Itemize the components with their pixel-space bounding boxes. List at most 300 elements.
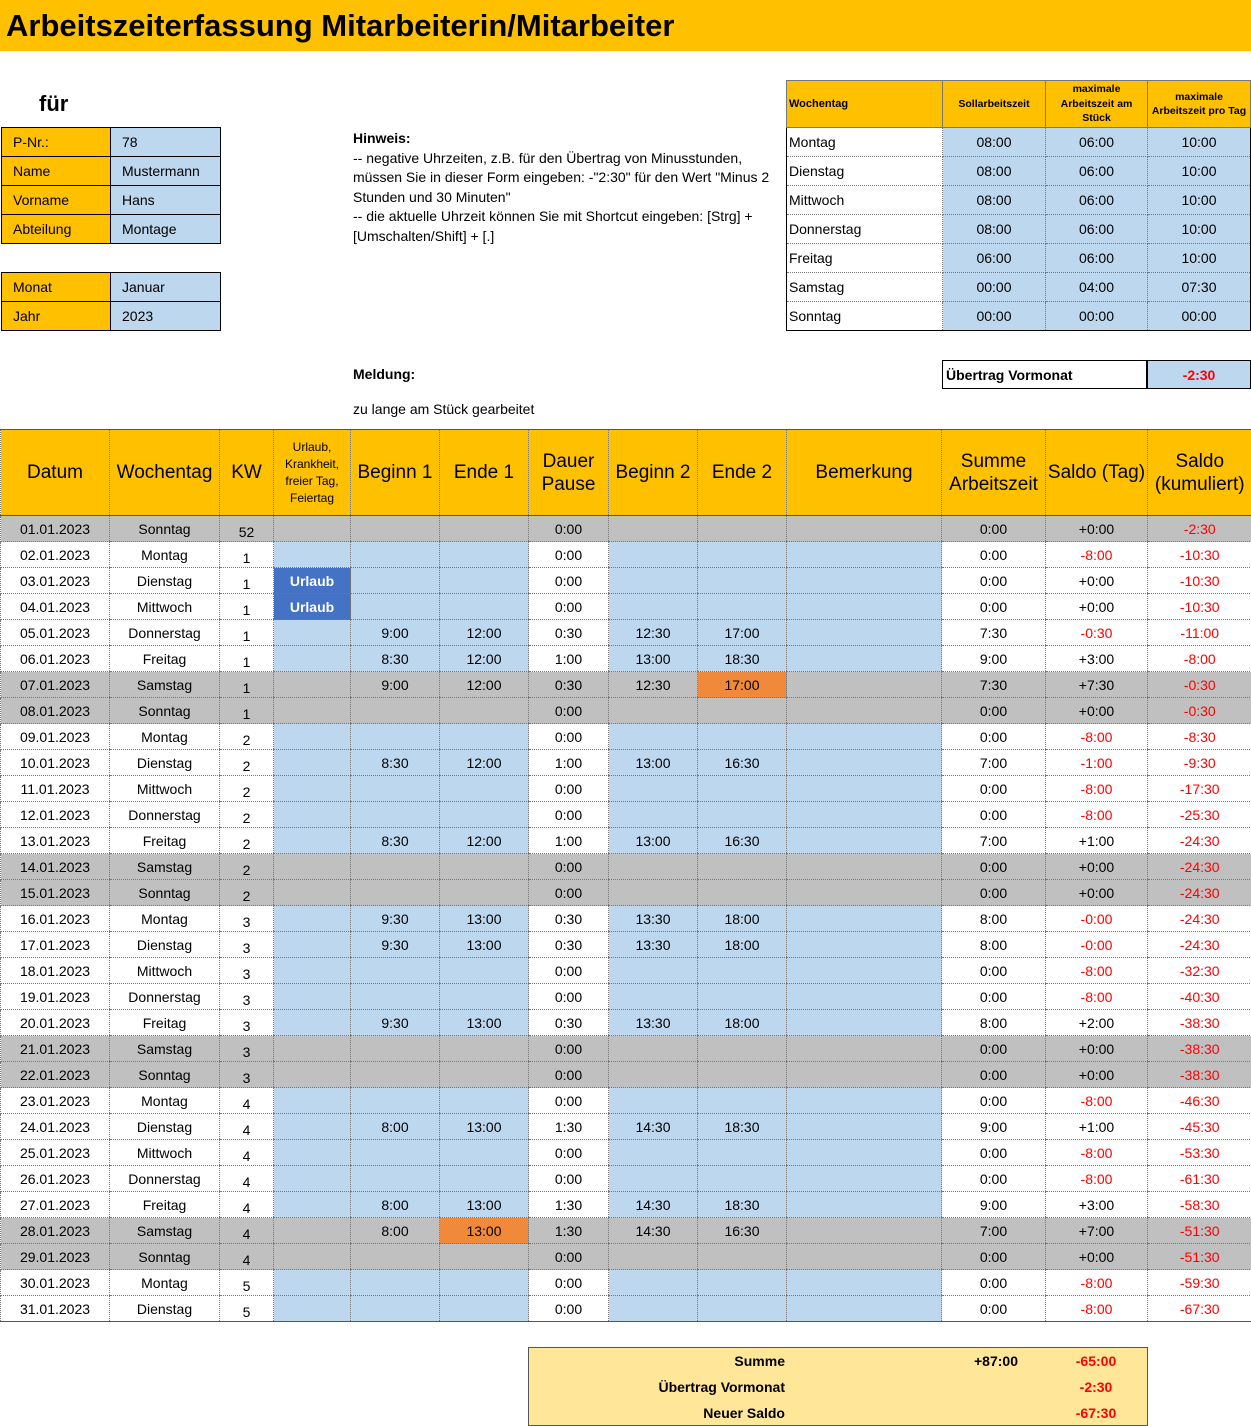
- end2-cell[interactable]: 18:30: [698, 1192, 787, 1218]
- absence-cell[interactable]: [274, 880, 351, 906]
- remark-cell[interactable]: [787, 958, 942, 984]
- saldo-cum-cell: -8:30: [1148, 724, 1251, 750]
- absence-cell[interactable]: [274, 1244, 351, 1270]
- end2-cell[interactable]: 18:00: [698, 1010, 787, 1036]
- saldo-cum-cell: -51:30: [1148, 1244, 1251, 1270]
- begin1-cell[interactable]: [351, 1296, 440, 1322]
- soll-time[interactable]: 06:00: [943, 244, 1046, 273]
- begin2-cell[interactable]: 12:30: [609, 620, 698, 646]
- end1-cell[interactable]: [440, 1244, 529, 1270]
- begin2-cell[interactable]: [609, 984, 698, 1010]
- absence-cell[interactable]: [274, 672, 351, 698]
- saldo-cum-cell: -24:30: [1148, 828, 1251, 854]
- page-title: Arbeitszeiterfassung Mitarbeiterin/Mitarbeiter: [6, 8, 675, 43]
- end1-cell[interactable]: [440, 1036, 529, 1062]
- end2-cell[interactable]: [698, 1036, 787, 1062]
- table-row: [1, 984, 1251, 1010]
- date-cell: 24.01.2023: [1, 1114, 110, 1140]
- end2-cell[interactable]: [698, 984, 787, 1010]
- absence-cell[interactable]: [274, 1296, 351, 1322]
- date-cell: 20.01.2023: [1, 1010, 110, 1036]
- end1-cell[interactable]: [440, 568, 529, 594]
- begin1-cell[interactable]: 8:30: [351, 646, 440, 672]
- jahr-value[interactable]: 2023: [111, 302, 221, 331]
- end2-cell[interactable]: [698, 776, 787, 802]
- begin1-cell[interactable]: 9:30: [351, 1010, 440, 1036]
- begin2-cell[interactable]: 14:30: [609, 1192, 698, 1218]
- begin2-cell[interactable]: [609, 516, 698, 542]
- begin2-cell[interactable]: [609, 1296, 698, 1322]
- end2-cell[interactable]: [698, 958, 787, 984]
- end1-cell[interactable]: [440, 802, 529, 828]
- remark-cell[interactable]: [787, 1166, 942, 1192]
- table-row: [1, 698, 1251, 724]
- pause-cell: 1:00: [529, 828, 609, 854]
- weekday-cell: Sonntag: [110, 698, 220, 724]
- end2-cell[interactable]: [698, 568, 787, 594]
- max-tag-time[interactable]: 10:00: [1148, 244, 1251, 273]
- absence-cell[interactable]: [274, 1192, 351, 1218]
- max-stueck-time[interactable]: 04:00: [1046, 273, 1148, 302]
- begin2-cell[interactable]: 14:30: [609, 1114, 698, 1140]
- begin1-cell[interactable]: [351, 1088, 440, 1114]
- remark-cell[interactable]: [787, 724, 942, 750]
- remark-cell[interactable]: [787, 698, 942, 724]
- begin2-cell[interactable]: [609, 1244, 698, 1270]
- table-row: [1, 516, 1251, 542]
- begin2-cell[interactable]: 13:00: [609, 750, 698, 776]
- pause-cell: 0:00: [529, 724, 609, 750]
- remark-cell[interactable]: [787, 646, 942, 672]
- end2-cell[interactable]: [698, 724, 787, 750]
- summary-neu-row: [529, 1400, 1149, 1426]
- begin1-cell[interactable]: [351, 568, 440, 594]
- pause-cell: 0:00: [529, 958, 609, 984]
- begin1-cell[interactable]: 8:30: [351, 828, 440, 854]
- end1-cell[interactable]: 13:00: [440, 1010, 529, 1036]
- absence-cell[interactable]: [274, 724, 351, 750]
- begin1-cell[interactable]: 8:00: [351, 1218, 440, 1244]
- date-cell: 16.01.2023: [1, 906, 110, 932]
- uebertrag-value[interactable]: -2:30: [1147, 360, 1251, 389]
- begin1-cell[interactable]: [351, 880, 440, 906]
- summary-uebertrag-value: -2:30: [1079, 1379, 1113, 1395]
- end2-cell[interactable]: [698, 1244, 787, 1270]
- weekday-cell: Samstag: [110, 1036, 220, 1062]
- absence-cell[interactable]: [274, 1166, 351, 1192]
- date-cell: 28.01.2023: [1, 1218, 110, 1244]
- hinweis-line: -- negative Uhrzeiten, z.B. für den Übertrag von Minusstunden, müssen Sie in dieser Form eingeben: -"2:30" für den Wert "Minus 2 Stunden und 30 Minuten": [353, 149, 770, 205]
- begin2-cell[interactable]: [609, 594, 698, 620]
- summary-uebertrag-label: Übertrag Vormonat: [658, 1379, 785, 1395]
- end1-cell[interactable]: 13:00: [440, 1218, 529, 1244]
- max-tag-time[interactable]: 10:00: [1148, 157, 1251, 186]
- end2-cell[interactable]: [698, 516, 787, 542]
- absence-cell[interactable]: Urlaub: [274, 594, 351, 620]
- begin2-cell[interactable]: 13:30: [609, 932, 698, 958]
- end1-cell[interactable]: 12:00: [440, 828, 529, 854]
- end1-cell[interactable]: [440, 1088, 529, 1114]
- remark-cell[interactable]: [787, 672, 942, 698]
- header-kw: KW: [220, 430, 274, 516]
- begin1-cell[interactable]: 9:00: [351, 672, 440, 698]
- remark-cell[interactable]: [787, 776, 942, 802]
- weekday-cell: Mittwoch: [110, 1140, 220, 1166]
- weekday-cell: Mittwoch: [110, 594, 220, 620]
- remark-cell[interactable]: [787, 750, 942, 776]
- begin1-cell[interactable]: 9:30: [351, 932, 440, 958]
- begin1-cell[interactable]: [351, 542, 440, 568]
- pnr-value[interactable]: 78: [111, 128, 221, 157]
- sum-cell: 7:00: [942, 828, 1046, 854]
- soll-time[interactable]: 08:00: [943, 215, 1046, 244]
- remark-cell[interactable]: [787, 1010, 942, 1036]
- end2-cell[interactable]: [698, 542, 787, 568]
- begin2-cell[interactable]: [609, 958, 698, 984]
- absence-cell[interactable]: [274, 516, 351, 542]
- weekday-cell: Dienstag: [110, 1114, 220, 1140]
- name-value[interactable]: Mustermann: [111, 157, 221, 186]
- soll-time[interactable]: 00:00: [943, 273, 1046, 302]
- remark-cell[interactable]: [787, 542, 942, 568]
- begin1-cell[interactable]: [351, 958, 440, 984]
- absence-cell[interactable]: [274, 646, 351, 672]
- monat-value[interactable]: Januar: [111, 273, 221, 302]
- absence-cell[interactable]: [274, 620, 351, 646]
- saldo-day-cell: +3:00: [1046, 646, 1148, 672]
- begin1-cell[interactable]: [351, 698, 440, 724]
- absence-cell[interactable]: [274, 750, 351, 776]
- remark-cell[interactable]: [787, 1244, 942, 1270]
- end2-cell[interactable]: 18:00: [698, 906, 787, 932]
- sum-cell: 0:00: [942, 776, 1046, 802]
- sum-cell: 0:00: [942, 542, 1046, 568]
- begin1-cell[interactable]: 9:00: [351, 620, 440, 646]
- header-abwesenheit: Urlaub, Krankheit, freier Tag, Feiertag: [274, 430, 351, 516]
- end1-cell[interactable]: 12:00: [440, 620, 529, 646]
- pause-cell: 1:30: [529, 1192, 609, 1218]
- begin2-cell[interactable]: [609, 698, 698, 724]
- remark-cell[interactable]: [787, 1296, 942, 1322]
- kw-cell: 52: [220, 516, 274, 542]
- remark-cell[interactable]: [787, 1270, 942, 1296]
- end1-cell[interactable]: [440, 724, 529, 750]
- max-tag-time[interactable]: 00:00: [1148, 302, 1251, 331]
- summe-minus: -65:00: [1075, 1353, 1117, 1369]
- remark-cell[interactable]: [787, 880, 942, 906]
- absence-cell[interactable]: [274, 932, 351, 958]
- saldo-cum-cell: -61:30: [1148, 1166, 1251, 1192]
- begin2-cell[interactable]: [609, 1270, 698, 1296]
- end1-cell[interactable]: [440, 854, 529, 880]
- end1-cell[interactable]: [440, 958, 529, 984]
- vorname-value[interactable]: Hans: [111, 186, 221, 215]
- end1-cell[interactable]: 13:00: [440, 932, 529, 958]
- begin1-cell[interactable]: [351, 1036, 440, 1062]
- begin1-cell[interactable]: [351, 1062, 440, 1088]
- absence-cell[interactable]: [274, 802, 351, 828]
- weekday-cell: Freitag: [110, 1192, 220, 1218]
- absence-cell[interactable]: [274, 1010, 351, 1036]
- end2-cell[interactable]: 18:30: [698, 1114, 787, 1140]
- pause-cell: 1:00: [529, 750, 609, 776]
- remark-cell[interactable]: [787, 1140, 942, 1166]
- saldo-day-cell: +0:00: [1046, 516, 1148, 542]
- begin1-cell[interactable]: [351, 724, 440, 750]
- absence-cell[interactable]: [274, 1062, 351, 1088]
- pause-cell: 0:30: [529, 932, 609, 958]
- end2-cell[interactable]: 16:30: [698, 750, 787, 776]
- begin1-cell[interactable]: [351, 516, 440, 542]
- weekday-cell: Sonntag: [110, 1062, 220, 1088]
- max-stueck-time[interactable]: 06:00: [1046, 215, 1148, 244]
- begin1-cell[interactable]: [351, 854, 440, 880]
- begin2-cell[interactable]: [609, 1036, 698, 1062]
- end2-cell[interactable]: [698, 880, 787, 906]
- date-cell: 19.01.2023: [1, 984, 110, 1010]
- max-stueck-time[interactable]: 06:00: [1046, 157, 1148, 186]
- saldo-day-cell: +7:30: [1046, 672, 1148, 698]
- saldo-day-cell: -1:00: [1046, 750, 1148, 776]
- weekday-cell: Donnerstag: [110, 620, 220, 646]
- max-tag-time[interactable]: 10:00: [1148, 215, 1251, 244]
- begin2-cell[interactable]: 13:00: [609, 828, 698, 854]
- date-cell: 14.01.2023: [1, 854, 110, 880]
- absence-cell[interactable]: [274, 854, 351, 880]
- summary-box: [528, 1347, 1148, 1426]
- begin1-cell[interactable]: [351, 776, 440, 802]
- saldo-day-cell: -8:00: [1046, 724, 1148, 750]
- end2-cell[interactable]: 16:30: [698, 1218, 787, 1244]
- saldo-day-cell: -8:00: [1046, 542, 1148, 568]
- end1-cell[interactable]: 12:00: [440, 646, 529, 672]
- max-tag-time[interactable]: 07:30: [1148, 273, 1251, 302]
- pause-cell: 0:00: [529, 1140, 609, 1166]
- begin2-cell[interactable]: [609, 568, 698, 594]
- max-stueck-time[interactable]: 06:00: [1046, 244, 1148, 273]
- end1-cell[interactable]: [440, 1140, 529, 1166]
- begin1-cell[interactable]: [351, 594, 440, 620]
- begin2-cell[interactable]: [609, 776, 698, 802]
- begin1-cell[interactable]: [351, 1244, 440, 1270]
- absence-cell[interactable]: Urlaub: [274, 568, 351, 594]
- absence-cell[interactable]: [274, 776, 351, 802]
- absence-cell[interactable]: [274, 1114, 351, 1140]
- remark-cell[interactable]: [787, 568, 942, 594]
- saldo-cum-cell: -24:30: [1148, 906, 1251, 932]
- end1-cell[interactable]: [440, 542, 529, 568]
- header-dauer-pause: Dauer Pause: [529, 430, 609, 516]
- remark-cell[interactable]: [787, 620, 942, 646]
- end2-cell[interactable]: [698, 1140, 787, 1166]
- soll-time[interactable]: 08:00: [943, 186, 1046, 215]
- table-row: [1, 776, 1251, 802]
- remark-cell[interactable]: [787, 854, 942, 880]
- date-cell: 23.01.2023: [1, 1088, 110, 1114]
- remark-cell[interactable]: [787, 1218, 942, 1244]
- remark-cell[interactable]: [787, 828, 942, 854]
- begin1-cell[interactable]: [351, 1140, 440, 1166]
- end2-cell[interactable]: 16:30: [698, 828, 787, 854]
- end1-cell[interactable]: [440, 516, 529, 542]
- begin1-cell[interactable]: 8:00: [351, 1192, 440, 1218]
- end2-cell[interactable]: 17:00: [698, 620, 787, 646]
- end1-cell[interactable]: [440, 1166, 529, 1192]
- pause-cell: 0:00: [529, 1166, 609, 1192]
- begin2-cell[interactable]: [609, 802, 698, 828]
- sum-cell: 0:00: [942, 1244, 1046, 1270]
- end2-cell[interactable]: [698, 1166, 787, 1192]
- begin2-cell[interactable]: [609, 542, 698, 568]
- end2-cell[interactable]: [698, 1296, 787, 1322]
- absence-cell[interactable]: [274, 542, 351, 568]
- remark-cell[interactable]: [787, 984, 942, 1010]
- begin1-cell[interactable]: 9:30: [351, 906, 440, 932]
- kw-cell: 1: [220, 542, 274, 568]
- begin2-cell[interactable]: [609, 1166, 698, 1192]
- saldo-cum-cell: -9:30: [1148, 750, 1251, 776]
- absence-cell[interactable]: [274, 1088, 351, 1114]
- begin2-cell[interactable]: 13:30: [609, 1010, 698, 1036]
- end2-cell[interactable]: [698, 1088, 787, 1114]
- absence-cell[interactable]: [274, 958, 351, 984]
- begin2-cell[interactable]: 12:30: [609, 672, 698, 698]
- table-row: [1, 1218, 1251, 1244]
- remark-cell[interactable]: [787, 932, 942, 958]
- max-stueck-time[interactable]: 00:00: [1046, 302, 1148, 331]
- pause-cell: 0:00: [529, 594, 609, 620]
- remark-cell[interactable]: [787, 594, 942, 620]
- begin1-cell[interactable]: 8:00: [351, 1114, 440, 1140]
- begin2-cell[interactable]: [609, 1062, 698, 1088]
- max-stueck-time[interactable]: 06:00: [1046, 186, 1148, 215]
- table-row: [1, 958, 1251, 984]
- absence-cell[interactable]: [274, 698, 351, 724]
- end2-cell[interactable]: 18:30: [698, 646, 787, 672]
- saldo-day-cell: -8:00: [1046, 1296, 1148, 1322]
- pause-cell: 0:00: [529, 1036, 609, 1062]
- sum-cell: 0:00: [942, 1166, 1046, 1192]
- remark-cell[interactable]: [787, 906, 942, 932]
- fuer-label: für: [39, 91, 69, 116]
- end1-cell[interactable]: [440, 984, 529, 1010]
- end1-cell[interactable]: 12:00: [440, 750, 529, 776]
- end1-cell[interactable]: [440, 776, 529, 802]
- saldo-day-cell: +1:00: [1046, 828, 1148, 854]
- end1-cell[interactable]: [440, 1270, 529, 1296]
- kw-cell: 4: [220, 1192, 274, 1218]
- end2-cell[interactable]: [698, 1270, 787, 1296]
- begin2-cell[interactable]: 14:30: [609, 1218, 698, 1244]
- end2-cell[interactable]: 17:00: [698, 672, 787, 698]
- table-row: [1, 1192, 1251, 1218]
- sum-cell: 0:00: [942, 698, 1046, 724]
- summary-summe-row: [529, 1348, 1149, 1374]
- absence-cell[interactable]: [274, 1270, 351, 1296]
- pause-cell: 0:00: [529, 880, 609, 906]
- end2-cell[interactable]: [698, 1062, 787, 1088]
- end1-cell[interactable]: [440, 594, 529, 620]
- kw-cell: 4: [220, 1140, 274, 1166]
- abteilung-value[interactable]: Montage: [111, 215, 221, 244]
- max-stueck-time[interactable]: 06:00: [1046, 128, 1148, 157]
- remark-cell[interactable]: [787, 802, 942, 828]
- weekday-cell: Sonntag: [110, 516, 220, 542]
- date-cell: 25.01.2023: [1, 1140, 110, 1166]
- end1-cell[interactable]: 12:00: [440, 672, 529, 698]
- sum-cell: 0:00: [942, 984, 1046, 1010]
- table-row: [1, 1244, 1251, 1270]
- soll-time[interactable]: 00:00: [943, 302, 1046, 331]
- remark-cell[interactable]: [787, 1114, 942, 1140]
- end2-cell[interactable]: [698, 594, 787, 620]
- date-cell: 12.01.2023: [1, 802, 110, 828]
- end1-cell[interactable]: [440, 698, 529, 724]
- begin1-cell[interactable]: [351, 1270, 440, 1296]
- begin2-cell[interactable]: 13:30: [609, 906, 698, 932]
- absence-cell[interactable]: [274, 984, 351, 1010]
- begin1-cell[interactable]: [351, 802, 440, 828]
- begin1-cell[interactable]: [351, 1166, 440, 1192]
- soll-time[interactable]: 08:00: [943, 128, 1046, 157]
- absence-cell[interactable]: [274, 1140, 351, 1166]
- begin2-cell[interactable]: 13:00: [609, 646, 698, 672]
- end1-cell[interactable]: 13:00: [440, 906, 529, 932]
- week-day: Montag: [787, 128, 943, 157]
- header-wochentag: Wochentag: [110, 430, 220, 516]
- max-tag-time[interactable]: 10:00: [1148, 128, 1251, 157]
- remark-cell[interactable]: [787, 1088, 942, 1114]
- week-header: maximale Arbeitszeit pro Tag: [1148, 81, 1251, 128]
- begin1-cell[interactable]: 8:30: [351, 750, 440, 776]
- end2-cell[interactable]: 18:00: [698, 932, 787, 958]
- absence-cell[interactable]: [274, 828, 351, 854]
- begin2-cell[interactable]: [609, 1088, 698, 1114]
- begin2-cell[interactable]: [609, 724, 698, 750]
- begin2-cell[interactable]: [609, 880, 698, 906]
- summe-label: Summe: [734, 1353, 785, 1369]
- absence-cell[interactable]: [274, 1218, 351, 1244]
- max-tag-time[interactable]: 10:00: [1148, 186, 1251, 215]
- table-row: [1, 1088, 1251, 1114]
- weekday-cell: Donnerstag: [110, 984, 220, 1010]
- end1-cell[interactable]: 13:00: [440, 1114, 529, 1140]
- end2-cell[interactable]: [698, 802, 787, 828]
- end1-cell[interactable]: 13:00: [440, 1192, 529, 1218]
- begin2-cell[interactable]: [609, 854, 698, 880]
- remark-cell[interactable]: [787, 516, 942, 542]
- begin2-cell[interactable]: [609, 1140, 698, 1166]
- remark-cell[interactable]: [787, 1192, 942, 1218]
- week-day: Samstag: [787, 273, 943, 302]
- absence-cell[interactable]: [274, 1036, 351, 1062]
- pause-cell: 0:30: [529, 672, 609, 698]
- date-cell: 09.01.2023: [1, 724, 110, 750]
- employee-info-table: [1, 127, 221, 244]
- kw-cell: 4: [220, 1244, 274, 1270]
- begin1-cell[interactable]: [351, 984, 440, 1010]
- meldung-label: Meldung:: [353, 366, 416, 382]
- remark-cell[interactable]: [787, 1036, 942, 1062]
- end1-cell[interactable]: [440, 1296, 529, 1322]
- end2-cell[interactable]: [698, 854, 787, 880]
- soll-time[interactable]: 08:00: [943, 157, 1046, 186]
- end1-cell[interactable]: [440, 1062, 529, 1088]
- end2-cell[interactable]: [698, 698, 787, 724]
- end1-cell[interactable]: [440, 880, 529, 906]
- remark-cell[interactable]: [787, 1062, 942, 1088]
- absence-cell[interactable]: [274, 906, 351, 932]
